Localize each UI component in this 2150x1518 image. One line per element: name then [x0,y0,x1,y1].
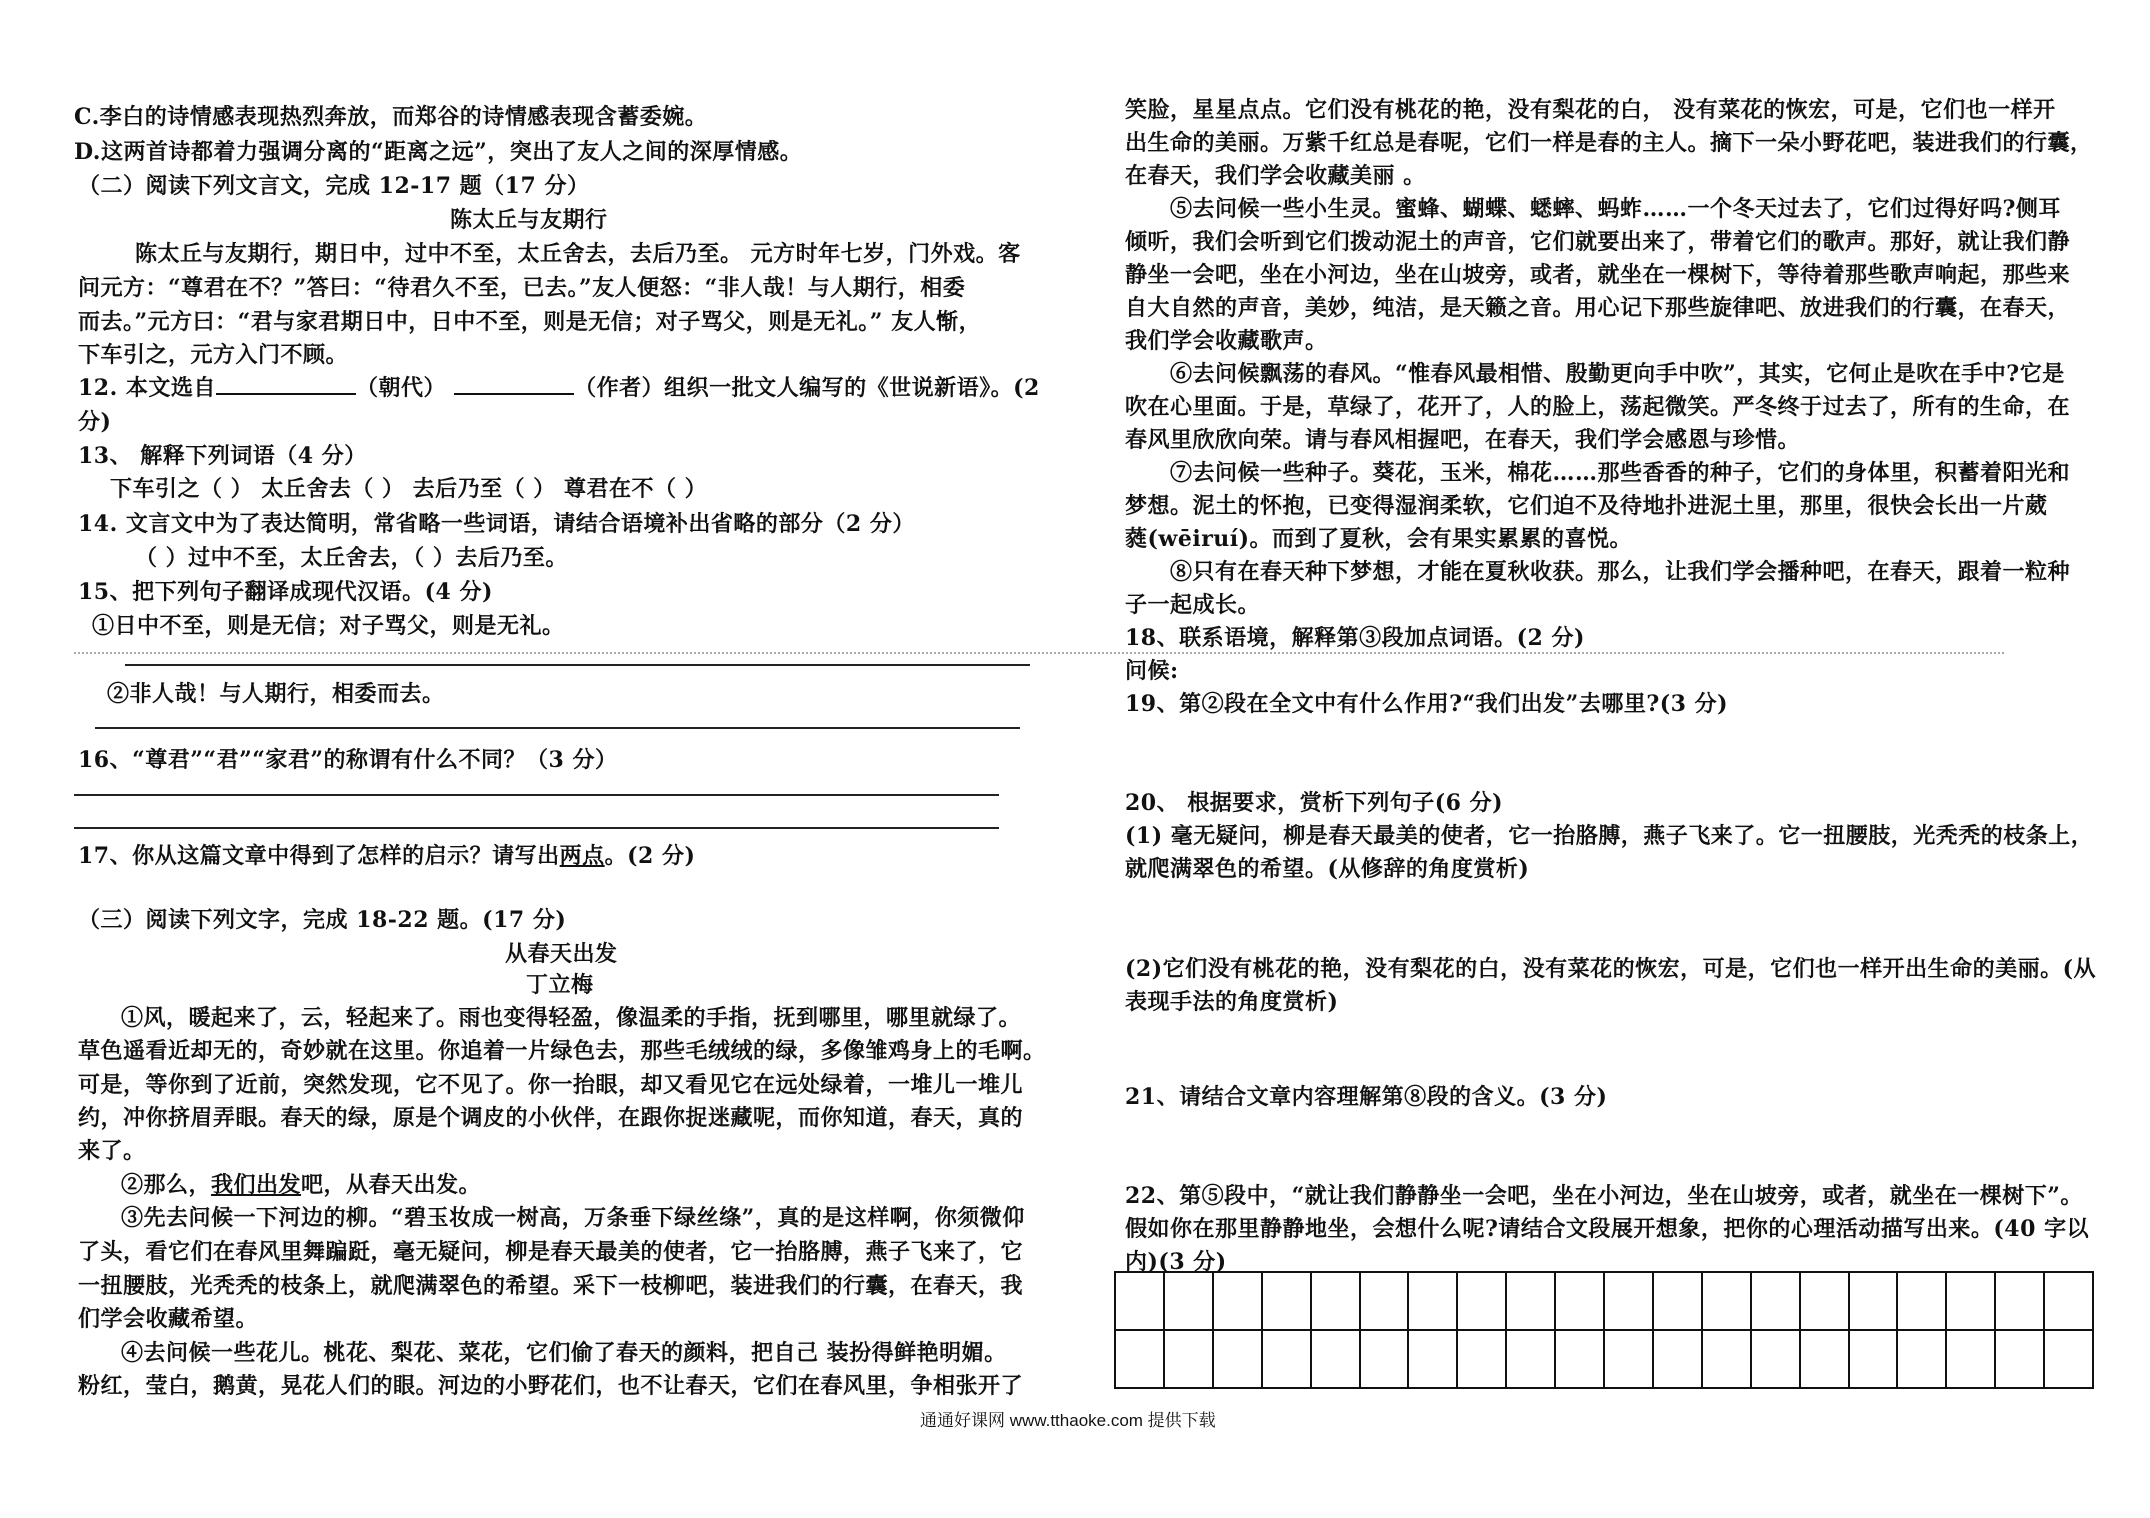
classical-text-title: 陈太丘与友期行 [450,207,608,233]
grid-cell[interactable] [1214,1331,1263,1389]
grid-cell[interactable] [1898,1273,1947,1331]
grid-cell[interactable] [1947,1331,1996,1389]
grid-cell[interactable] [1116,1331,1165,1389]
paragraph-2-key-phrase: 我们出发 [211,1172,302,1198]
paragraph-2-prefix: ②那么， [121,1172,212,1198]
grid-cell[interactable] [1801,1273,1850,1331]
question-15-sentence-2: ②非人哉！与人期行，相委而去。 [107,681,445,707]
grid-cell[interactable] [1165,1331,1214,1389]
grid-cell[interactable] [1605,1331,1654,1389]
essay-paragraph-line: 自大自然的声音，美妙，纯洁，是天籁之音。用心记下那些旋律吧、放进我们的行囊，在春天， [1125,295,2071,321]
grid-cell[interactable] [1752,1273,1801,1331]
grid-cell[interactable] [1458,1331,1507,1389]
grid-cell[interactable] [1409,1331,1458,1389]
question-12 [78,371,1040,402]
question-17 [78,839,695,870]
grid-cell[interactable] [1898,1331,1947,1389]
question-20-part-2: (2)它们没有桃花的艳，没有梨花的白，没有菜花的恢宏，可是，它们也一样开出生命的美丽。(从 [1125,956,2097,982]
grid-cell[interactable] [1409,1273,1458,1331]
question-12-dynasty-label: （朝代） [355,375,446,401]
grid-cell[interactable] [1850,1273,1899,1331]
classical-text-line: 而去。”元方曰：“君与家君期日中，日中不至，则是无信；对子骂父，则是无礼。” 友人惭， [78,309,982,335]
grid-cell[interactable] [1458,1273,1507,1331]
essay-title: 从春天出发 [505,941,618,967]
footer-source: 通通好课网 www.tthaoke.com 提供下载 [920,1411,1216,1430]
dotted-divider [74,652,2004,654]
grid-cell[interactable] [1654,1331,1703,1389]
grid-cell[interactable] [1312,1331,1361,1389]
grid-cell[interactable] [2045,1331,2094,1389]
grid-cell[interactable] [1116,1273,1165,1331]
essay-paragraph-line: 来了。 [78,1138,146,1164]
essay-paragraph-line: 粉红，莹白，鹅黄，晃花人们的眼。河边的小野花们，也不让春天，它们在春风里，争相张开了 [78,1373,1024,1399]
question-17-prefix: 17、你从这篇文章中得到了怎样的启示？请写出 [78,843,560,869]
answer-line[interactable] [95,727,1020,729]
answer-blank-author[interactable] [454,371,574,395]
essay-paragraph-line: 约，冲你挤眉弄眼。春天的绿，原是个调皮的小伙伴，在跟你捉迷藏呢，而你知道，春天，真的 [78,1105,1024,1131]
question-15: 15、把下列句子翻译成现代汉语。(4 分) [78,579,493,605]
grid-cell[interactable] [1996,1273,2045,1331]
option-d: D.这两首诗都着力强调分离的“距离之远”，突出了友人之间的深厚情感。 [74,139,803,165]
essay-author: 丁立梅 [526,972,594,998]
question-18-word: 问候: [1125,658,1179,684]
essay-paragraph-line: 春风里欣欣向荣。请与春风相握吧，在春天，我们学会感恩与珍惜。 [1125,427,1801,453]
question-22: 假如你在那里静静地坐，会想什么呢?请结合文段展开想象，把你的心理活动描写出来。(40 字以 [1125,1216,2090,1242]
question-22: 内)(3 分) [1125,1249,1227,1275]
question-16: 16、“尊君”“君”“家君”的称谓有什么不同？（3 分） [78,747,618,773]
question-15-sentence-1: ①日中不至，则是无信；对子骂父，则是无礼。 [92,613,565,639]
answer-line[interactable] [125,664,1030,666]
essay-paragraph-line: 静坐一会吧，坐在小河边，坐在山坡旁，或者，就坐在一棵树下，等待着那些歌声响起，那些来 [1125,262,2071,288]
essay-paragraph-line: 我们学会收藏歌声。 [1125,328,1328,354]
grid-cell[interactable] [1654,1273,1703,1331]
classical-text-line: 陈太丘与友期行，期日中，过中不至，太丘舍去，去后乃至。 元方时年七岁，门外戏。客 [135,241,1021,267]
grid-cell[interactable] [1165,1273,1214,1331]
essay-paragraph-line: 蕤(wēiruí)。而到了夏秋，会有果实累累的喜悦。 [1125,526,1633,552]
question-12-prefix: 12. 本文选自 [78,375,216,401]
option-c: C.李白的诗情感表现热烈奔放，而郑谷的诗情感表现含蓄委婉。 [74,104,708,130]
essay-paragraph-2 [121,1168,481,1199]
grid-cell[interactable] [2045,1273,2094,1331]
essay-paragraph-line: 笑脸，星星点点。它们没有桃花的艳，没有梨花的白， 没有菜花的恢宏，可是，它们也一样开 [1125,97,2056,123]
essay-paragraph-line: 出生命的美丽。万紫千红总是春呢，它们一样是春的主人。摘下一朵小野花吧，装进我们的行囊， [1125,130,2093,156]
essay-paragraph-line: ⑥去问候飘荡的春风。“惟春风最相惜、殷勤更向手中吹”，其实，它何止是吹在手中?它是 [1170,361,2065,387]
question-19: 19、第②段在全文中有什么作用?“我们出发”去哪里?(3 分) [1125,691,1728,717]
answer-line[interactable] [74,827,999,829]
grid-cell[interactable] [1752,1331,1801,1389]
essay-paragraph-line: 们学会收藏希望。 [78,1306,259,1332]
question-22: 22、第⑤段中，“就让我们静静坐一会吧，坐在小河边，坐在山坡旁，或者，就坐在一棵树下”。 [1125,1183,2083,1209]
grid-cell[interactable] [1703,1273,1752,1331]
grid-cell[interactable] [1801,1331,1850,1389]
grid-cell[interactable] [1605,1273,1654,1331]
question-12-suffix: （作者）组织一批文人编写的《世说新语》。(2 [574,375,1040,401]
grid-cell[interactable] [1556,1331,1605,1389]
answer-blank-dynasty[interactable] [216,371,356,395]
grid-cell[interactable] [1361,1273,1410,1331]
grid-cell[interactable] [1214,1273,1263,1331]
question-14-line: （ ）过中不至，太丘舍去，（ ）去后乃至。 [135,545,568,571]
grid-cell[interactable] [1996,1331,2045,1389]
essay-paragraph-line: 子一起成长。 [1125,592,1261,618]
essay-paragraph-line: ⑦去问候一些种子。葵花，玉米，棉花……那些香香的种子，它们的身体里，积蓄着阳光和 [1170,460,2071,486]
question-13: 13、 解释下列词语（4 分） [78,443,367,469]
essay-paragraph-line: 在春天，我们学会收藏美丽 。 [1125,163,1426,189]
question-20: 20、 根据要求，赏析下列句子(6 分) [1125,790,1504,816]
essay-paragraph-line: ④去问候一些花儿。桃花、梨花、菜花，它们偷了春天的颜料，把自己 装扮得鲜艳明媚。 [121,1340,1007,1366]
question-20-part-2: 表现手法的角度赏析) [1125,989,1339,1015]
grid-cell[interactable] [1703,1331,1752,1389]
answer-line[interactable] [74,794,999,796]
section-3-heading: （三）阅读下列文字，完成 18-22 题。(17 分) [78,907,567,933]
essay-paragraph-line: 一扭腰肢，光秃秃的枝条上，就爬满翠色的希望。采下一枝柳吧，装进我们的行囊，在春天，我 [78,1273,1024,1299]
question-12-continued: 分) [78,409,112,435]
question-20-part-1: 就爬满翠色的希望。(从修辞的角度赏析) [1125,856,1530,882]
question-17-suffix: 。(2 分) [604,843,696,869]
essay-paragraph-line: 吹在心里面。于是，草绿了，花开了，人的脸上，荡起微笑。严冬终于过去了，所有的生命，在 [1125,394,2071,420]
question-20-part-1: (1) 毫无疑问，柳是春天最美的使者，它一抬胳膊，燕子飞来了。它一扭腰肢，光秃秃的枝条上， [1125,823,2094,849]
grid-cell[interactable] [1507,1331,1556,1389]
grid-cell[interactable] [1850,1331,1899,1389]
paragraph-2-suffix: 吧，从春天出发。 [301,1172,482,1198]
essay-paragraph-line: ①风，暖起来了，云，轻起来了。雨也变得轻盈，像温柔的手指，抚到哪里，哪里就绿了。 [121,1005,1022,1031]
question-18: 18、联系语境，解释第③段加点词语。(2 分) [1125,625,1585,651]
answer-grid[interactable] [1114,1271,2094,1389]
question-21: 21、请结合文章内容理解第⑧段的含义。(3 分) [1125,1084,1608,1110]
essay-paragraph-line: 倾听，我们会听到它们拨动泥土的声音，它们就要出来了，带着它们的歌声。那好，就让我们静 [1125,229,2071,255]
classical-text-line: 下车引之，元方入门不顾。 [78,342,349,368]
grid-cell[interactable] [1507,1273,1556,1331]
grid-cell[interactable] [1361,1331,1410,1389]
grid-cell[interactable] [1263,1273,1312,1331]
essay-paragraph-line: ⑤去问候一些小生灵。蜜蜂、蝴蝶、蟋蟀、蚂蚱……一个冬天过去了，它们过得好吗?侧耳 [1170,196,2061,222]
question-17-emphasis: 两点 [559,843,605,869]
classical-text-line: 问元方：“尊君在不？”答曰：“待君久不至，已去。”友人便怒：“非人哉！与人期行，相委 [78,275,966,301]
essay-paragraph-line: ③先去问候一下河边的柳。“碧玉妆成一树高，万条垂下绿丝绦”，真的是这样啊，你须微仰 [121,1205,1025,1231]
essay-paragraph-line: 草色遥看近却无的，奇妙就在这里。你追着一片绿色去，那些毛绒绒的绿，多像雏鸡身上的毛啊。 [78,1038,1046,1064]
question-14: 14. 文言文中为了表达简明，常省略一些词语，请结合语境补出省略的部分（2 分） [78,511,915,537]
essay-paragraph-line: 梦想。泥土的怀抱，已变得湿润柔软，它们迫不及待地扑进泥土里，那里，很快会长出一片葳 [1125,493,2048,519]
essay-paragraph-line: 了头，看它们在春风里舞蹁跹，毫无疑问，柳是春天最美的使者，它一抬胳膊，燕子飞来了，它 [78,1239,1024,1265]
grid-cell[interactable] [1556,1273,1605,1331]
essay-paragraph-line: ⑧只有在春天种下梦想，才能在夏秋收获。那么，让我们学会播种吧，在春天，跟着一粒种 [1170,559,2071,585]
essay-paragraph-line: 可是，等你到了近前，突然发现，它不见了。你一抬眼，却又看见它在远处绿着，一堆儿一堆儿 [78,1072,1024,1098]
section-2-heading: （二）阅读下列文言文，完成 12-17 题（17 分） [78,173,590,199]
grid-cell[interactable] [1947,1273,1996,1331]
question-13-items: 下车引之（ ） 太丘舍去（ ） 去后乃至（ ） 尊君在不（ ） [110,476,708,502]
grid-cell[interactable] [1263,1331,1312,1389]
grid-cell[interactable] [1312,1273,1361,1331]
